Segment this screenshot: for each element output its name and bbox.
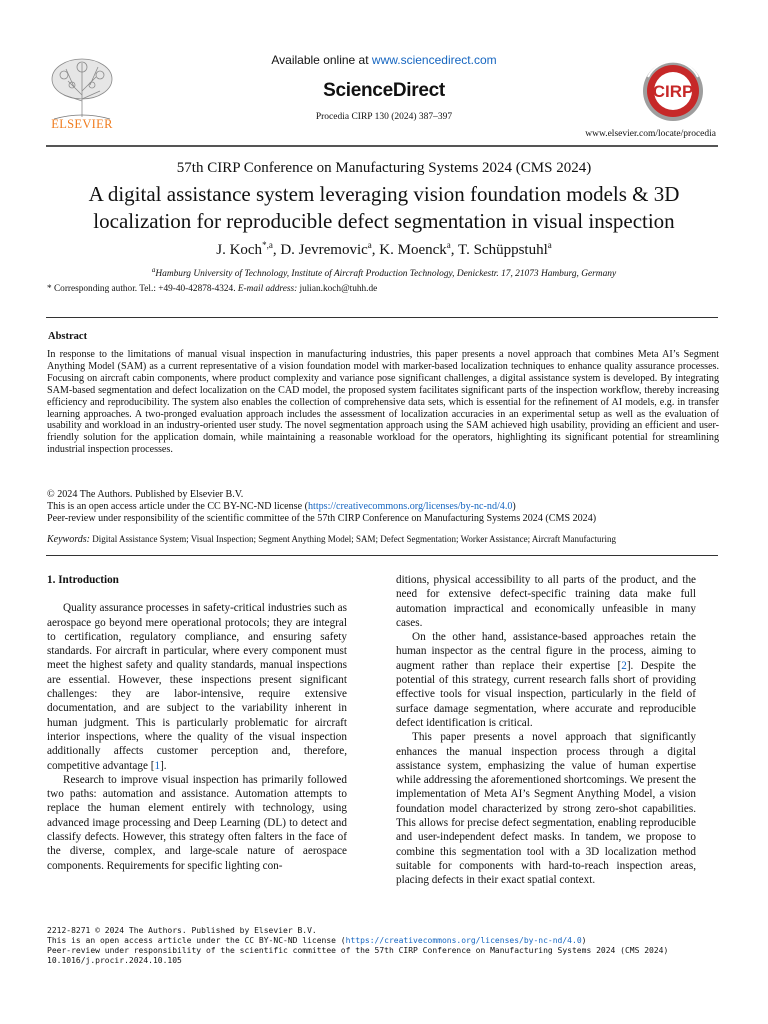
copyright-block bbox=[47, 489, 719, 525]
copyright-line: © 2024 The Authors. Published by Elsevier B.V. bbox=[47, 489, 244, 500]
paragraph-text: ]. Despite the potential of this strategy, current research falls short of providing effective tools for visual inspection, particularly in the field of surface damage segmentation, where accurate and reproducible defect identification is critical. bbox=[396, 659, 696, 729]
keywords-label: Keywords: bbox=[47, 534, 90, 545]
sciencedirect-link[interactable]: www.sciencedirect.com bbox=[371, 53, 497, 67]
left-column bbox=[47, 573, 347, 873]
intro-paragraph-2-continued: ditions, physical accessibility to all parts of the product, and the need for extensive defect-specific training data make full automation impractical and economically unfeasible in many cases. bbox=[396, 574, 696, 629]
section-heading-introduction: 1. Introduction bbox=[47, 574, 119, 586]
cirp-logo-text: CIRP bbox=[652, 82, 694, 101]
corresponding-prefix: * Corresponding author. Tel.: +49-40-42878-4324. bbox=[47, 284, 238, 294]
author-name: K. Moenck bbox=[379, 242, 447, 258]
author-name: T. Schüppstuhl bbox=[458, 242, 548, 258]
author-name: D. Jevremovic bbox=[280, 242, 368, 258]
abstract-text: In response to the limitations of manual visual inspection in manufacturing industries, this paper presents a novel approach that combines Meta AI’s Segment Anything Model (SAM) as a current representative of a vision foundation model with marker-based localization techniques to enhance quality assurance processes. Focusing on aircraft cabin components, where product complexity and variance pose significant challenges, a digital assistance system is developed. By integrating SAM-based segmentation and defect localization on the CAD model, the proposed system facilitates significant parts of the inspection workflow, thereby increasing efficiency and reproducibility. The system also enables the collection of comprehensive data sets, which is essential for the refinement of AI models, e.g. in transfer learning approaches. A two-pronged evaluation approach includes the assessment of localization accuracies in an experimental setup as well as the evaluation of usability and workload in an industry-oriented user study. The novel segmentation approach using the SAM achieved high usability, providing an efficient and user-friendly solution for the application domain, while maintaining a reasonable workload for the operators, highlighting its significant potential for streamlining industrial inspection processes. bbox=[47, 349, 719, 456]
abstract-top-rule bbox=[46, 317, 718, 318]
corresponding-author bbox=[47, 284, 377, 294]
publisher-logo-text: ELSEVIER bbox=[51, 117, 113, 131]
paper-title bbox=[50, 181, 718, 235]
affiliation-text: Hamburg University of Technology, Institute of Aircraft Production Technology, Denickestr. 17, 21073 Hamburg, Germany bbox=[155, 269, 617, 280]
conference-name: 57th CIRP Conference on Manufacturing Systems 2024 (CMS 2024) bbox=[176, 160, 592, 176]
intro-paragraph-3 bbox=[396, 630, 696, 730]
paragraph-text: On the other hand, assistance-based approaches retain the human inspector as the central figure in the process, aiming to augment rather than replace their expertise [ bbox=[396, 631, 696, 672]
paragraph-text: ]. bbox=[160, 759, 167, 772]
abstract-bottom-rule bbox=[46, 555, 718, 556]
footer-doi[interactable]: 10.1016/j.procir.2024.10.105 bbox=[47, 956, 182, 965]
author-name: J. Koch bbox=[216, 242, 263, 258]
author-affil-mark: *,a bbox=[262, 240, 273, 250]
citation-link[interactable]: 1 bbox=[154, 759, 161, 772]
title-line-1: A digital assistance system leveraging vision foundation models & 3D bbox=[88, 182, 680, 206]
license-prefix: This is an open access article under the CC BY-NC-ND license ( bbox=[47, 936, 346, 945]
keywords-text: Digital Assistance System; Visual Inspection; Segment Anything Model; SAM; Defect Segmentation; Worker Assistance; Aircraft Manufacturing bbox=[89, 534, 617, 544]
title-line-2: localization for reproducible defect segmentation in visual inspection bbox=[93, 209, 675, 233]
paragraph-text: Quality assurance processes in safety-critical industries such as aerospace go beyond mere operational protocols; they are integral to certification, regulatory compliance, and ensuring safety standards. For aircraft in particular, where every component must meet the highest safety and quality standards, manual inspections are essential. However, these inspections present significant challenges: they are labor-intensive, require extensive documentation, and are subject to the variability inherent in human judgment. This is particularly problematic for aircraft interior inspections, where the quality of the visual inspection additionally affects customer perception and, therefore, competitive advantage [ bbox=[47, 602, 347, 772]
author-list: J. Koch$^{*,a}$, D. Jevremovic$^a$, K. Moenck$^a$, T. Schüppstuhl$^a$ bbox=[216, 240, 552, 258]
intro-paragraph-4: This paper presents a novel approach that significantly enhances the manual inspection process through a digital assistance system, emphasizing the value of human expertise while addressing the aforementioned shortcomings. We present the implementation of Meta AI’s Segment Anything Model, a vision foundation model characterized by strong zero-shot capabilities. This allows for precise defect segmentation, enabling reproducible and user-independent defect masks. In tandem, we propose to combine this segmentation tool with a 3D localization method suitable for components with hard-to-reach inspection areas, placing defects in their exact spatial context. bbox=[396, 731, 696, 887]
journal-issue: Procedia CIRP 130 (2024) 387–397 bbox=[315, 112, 453, 122]
author-affil-mark: a bbox=[367, 240, 372, 250]
license-prefix: This is an open access article under the CC BY-NC-ND license ( bbox=[47, 500, 308, 512]
citation-link[interactable]: 2 bbox=[621, 659, 627, 672]
right-column bbox=[396, 573, 696, 888]
author-affil-mark: a bbox=[446, 240, 451, 250]
available-prefix: Available online at bbox=[271, 53, 372, 67]
author-affil-mark: a bbox=[547, 240, 552, 250]
peer-review-line: Peer-review under responsibility of the scientific committee of the 57th CIRP Conference on Manufacturing Systems 2024 (CMS 2024) bbox=[47, 512, 597, 524]
affiliation bbox=[0, 266, 768, 279]
cirp-logo bbox=[630, 59, 716, 123]
header-divider bbox=[46, 145, 718, 147]
license-suffix: ) bbox=[512, 500, 516, 512]
intro-paragraph-2: Research to improve visual inspection has primarily followed two paths: automation and assistance. Automation attempts to replace the human element entirely with technology, using advanced image processing and Deep Learning (DL) to detect and classify defects. However, this strategy often falters in the face of the diverse, complex, and large-scale nature of aerospace components. Requirements for specific lighting con- bbox=[47, 773, 347, 872]
keywords bbox=[47, 534, 719, 545]
journal-url[interactable]: www.elsevier.com/locate/procedia bbox=[585, 129, 716, 139]
email-address[interactable]: julian.koch@tuhh.de bbox=[297, 284, 378, 294]
intro-paragraph-1 bbox=[47, 601, 347, 773]
email-label: E-mail address: bbox=[237, 284, 298, 294]
license-line bbox=[47, 501, 719, 513]
license-suffix: ) bbox=[581, 936, 587, 945]
abstract-heading: Abstract bbox=[48, 331, 88, 342]
footer-peer-review: Peer-review under responsibility of the scientific committee of the 57th CIRP Conference on Manufacturing Systems 2024 (CMS 2024) bbox=[47, 946, 669, 955]
journal-name: ScienceDirect bbox=[323, 80, 445, 101]
license-link[interactable]: https://creativecommons.org/licenses/by-nc-nd/4.0 bbox=[307, 500, 513, 512]
footer-license-link[interactable]: https://creativecommons.org/licenses/by-nc-nd/4.0 bbox=[345, 936, 582, 945]
page-footer bbox=[47, 926, 719, 966]
footer-issn: 2212-8271 © 2024 The Authors. Published by Elsevier B.V. bbox=[47, 926, 317, 935]
footer-license bbox=[47, 936, 719, 946]
affiliation-mark: a bbox=[151, 266, 156, 274]
